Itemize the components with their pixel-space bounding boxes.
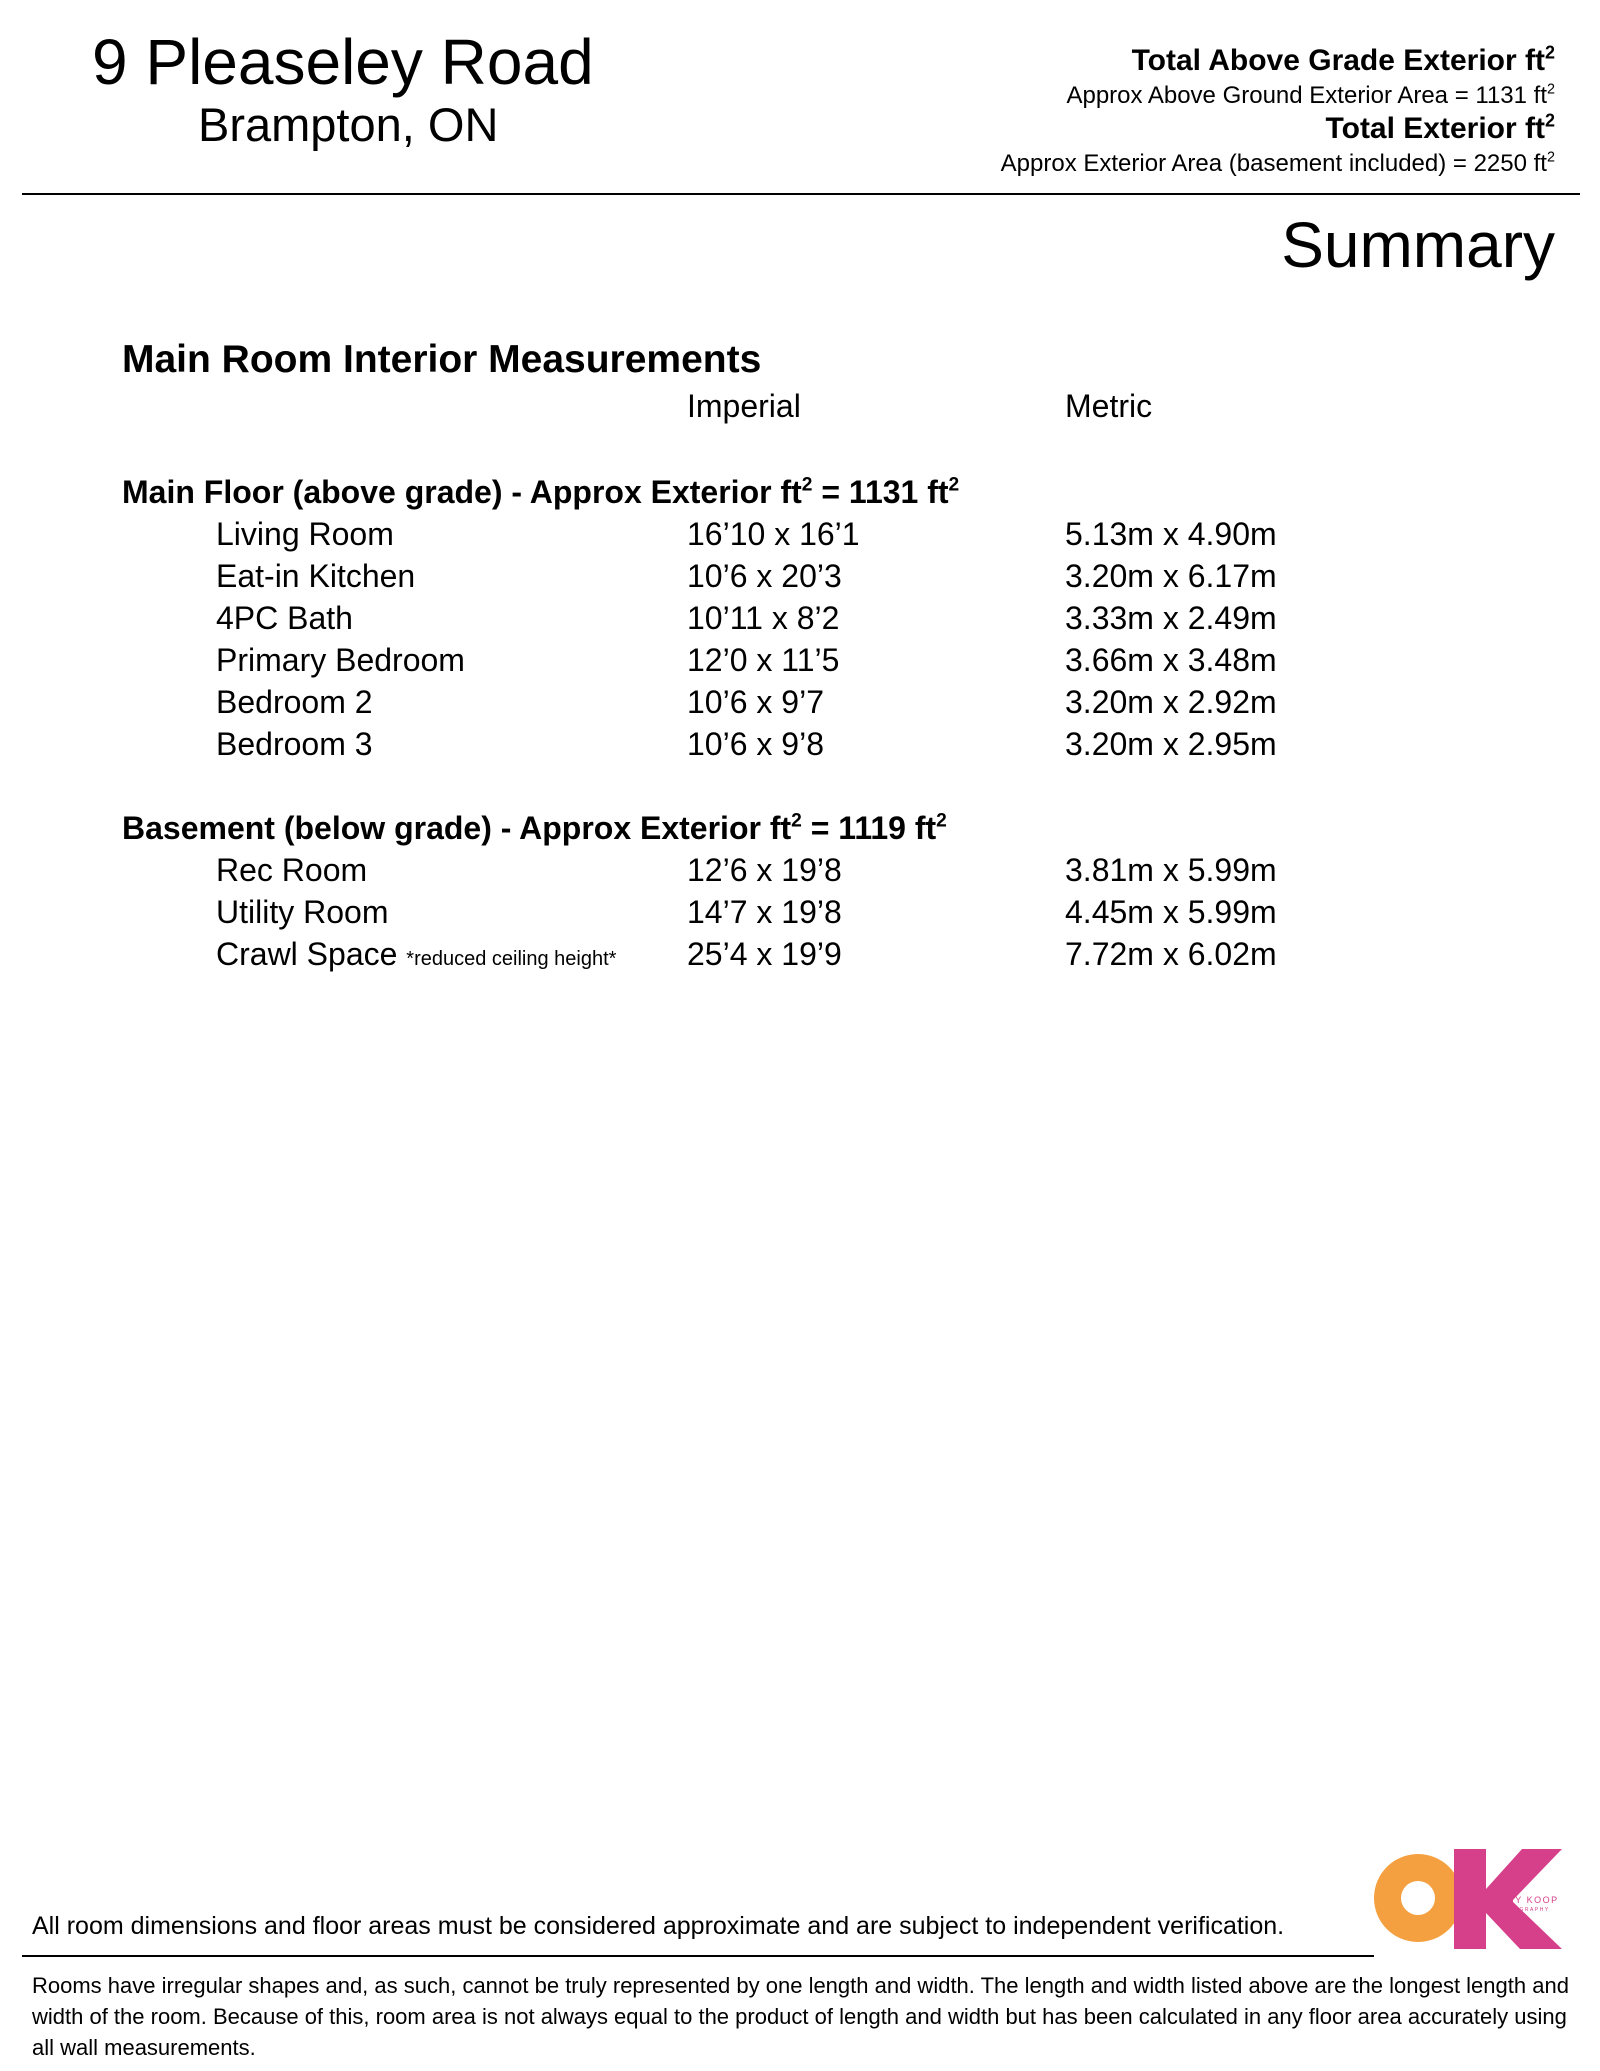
- section-title: Main Room Interior Measurements: [122, 338, 762, 381]
- main-floor-heading: Main Floor (above grade) - Approx Exterior $ft^2 = 1131$ $ft^2$: [122, 474, 960, 510]
- table-row: [0, 686, 1600, 728]
- room-metric: 3.20m x 6.17m: [1065, 558, 1277, 594]
- logo-text-line2: PHOTOGRAPHY: [1494, 1907, 1550, 1913]
- room-imperial: 16’10 x 16’1: [687, 516, 860, 552]
- room-metric: 3.20m x 2.92m: [1065, 684, 1277, 720]
- room-imperial: 12’6 x 19’8: [687, 852, 842, 888]
- room-name: Rec Room: [216, 852, 368, 888]
- logo-text-line1: CATHY KOOP: [1485, 1895, 1559, 1905]
- total-exterior-title: Total Exterior $ft^2$: [1325, 110, 1555, 145]
- room-imperial: 25’4 x 19’9: [687, 936, 842, 972]
- room-name: Utility Room: [216, 894, 389, 930]
- room-name: Bedroom 2: [216, 684, 373, 720]
- room-name: Living Room: [216, 516, 394, 552]
- room-imperial: 10’11 x 8’2: [687, 600, 840, 636]
- cathy-koop-logo: [1374, 1843, 1574, 1953]
- room-metric: 3.66m x 3.48m: [1065, 642, 1277, 678]
- address-line1: 9 Pleaseley Road: [92, 26, 594, 98]
- room-metric: 3.20m x 2.95m: [1065, 726, 1277, 762]
- room-name: Bedroom 3: [216, 726, 373, 762]
- room-name: Primary Bedroom: [216, 642, 465, 678]
- table-row: [0, 644, 1600, 686]
- room-metric: 4.45m x 5.99m: [1065, 894, 1277, 930]
- table-row: [0, 938, 1600, 980]
- room-name: Eat-in Kitchen: [216, 558, 416, 594]
- room-metric: 3.81m x 5.99m: [1065, 852, 1277, 888]
- room-imperial: 10’6 x 9’8: [687, 726, 824, 762]
- room-imperial: 10’6 x 9’7: [687, 684, 824, 720]
- footer-divider: [22, 1955, 1374, 1957]
- room-imperial: 10’6 x 20’3: [687, 558, 842, 594]
- room-name: 4PC Bath: [216, 600, 353, 636]
- room-metric: 3.33m x 2.49m: [1065, 600, 1277, 636]
- column-header-metric: Metric: [1065, 388, 1153, 424]
- total-exterior-detail: Approx Exterior Area (basement included) = 2250 $ft^2$: [1000, 149, 1555, 177]
- room-note: *reduced ceiling height*: [406, 948, 617, 970]
- room-name: Crawl Space: [216, 936, 398, 972]
- table-row: [0, 896, 1600, 938]
- page-title: Summary: [1281, 209, 1555, 281]
- room-imperial: 12’0 x 11’5: [687, 642, 840, 678]
- above-grade-title: Total Above Grade Exterior $ft^2$: [1131, 42, 1555, 77]
- room-metric: 7.72m x 6.02m: [1065, 936, 1277, 972]
- address-line2: Brampton, ON: [198, 98, 499, 151]
- logo-o-hole: [1401, 1881, 1435, 1915]
- table-row: [0, 602, 1600, 644]
- room-name-with-note: [216, 938, 616, 970]
- table-row: [0, 518, 1600, 560]
- table-row: [0, 728, 1600, 770]
- header-divider: [22, 193, 1580, 195]
- table-row: [0, 560, 1600, 602]
- column-header-imperial: Imperial: [687, 388, 801, 424]
- disclaimer: All room dimensions and floor areas must be considered approximate and are subject to independent verification.: [32, 1912, 1285, 1940]
- room-metric: 5.13m x 4.90m: [1065, 516, 1277, 552]
- fine-print: Rooms have irregular shapes and, as such, cannot be truly represented by one length and width. The length and width listed above are the longest length and width of the room. Because of this, room area is not always equal to the product of length and width but has been calculated in any floor area accurately using all wall measurements.: [32, 1973, 1569, 2060]
- room-imperial: 14’7 x 19’8: [687, 894, 842, 930]
- table-row: [0, 854, 1600, 896]
- basement-heading: Basement (below grade) - Approx Exterior $ft^2 = 1119$ $ft^2$: [122, 810, 947, 846]
- above-grade-detail: Approx Above Ground Exterior Area = 1131 $ft^2$: [1066, 81, 1555, 109]
